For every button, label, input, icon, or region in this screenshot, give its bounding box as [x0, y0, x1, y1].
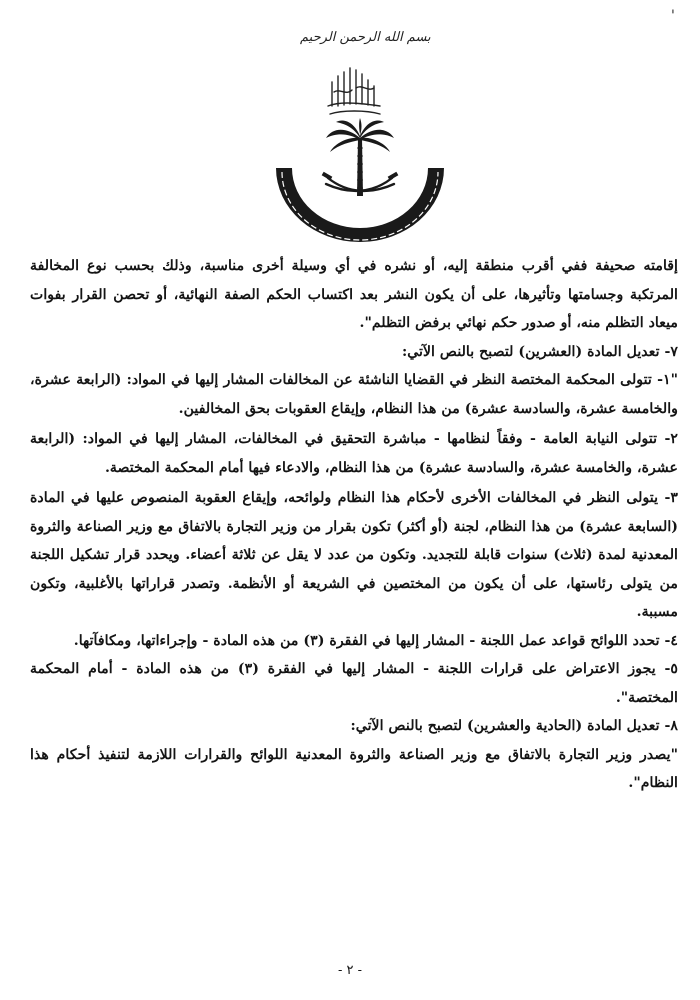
paragraph: ٤- تحدد اللوائح قواعد عمل اللجنة - المشار إليها في الفقرة (٣) من هذه المادة - وإجراءاتها، ومكافآتها. [73, 632, 678, 649]
page-number: - ٢ - [337, 963, 363, 978]
paragraph: ٣- يتولى النظر في المخالفات الأخرى لأحكام هذا النظام ولوائحه، وإيقاع العقوبة المنصوص عليها في المادة (السابعة عشرة) من هذا النظام، لجنة (أو أكثر) تكون بقرار من وزير التجارة بالاتفاق مع وزير الصناعة والثروة المعدنية لمدة (ثلاث) سنوات قابلة للتجديد. وتكون من عدد لا يقل عن ثلاثة أعضاء. ويحدد قرار تشكيل اللجنة من يتولى رئاستها، على أن يكون من المختصين في الشريعة أو الأنظمة. وتصدر قراراتها بالأغلبية، وتكون مسببة. [30, 490, 678, 620]
emblem-palm-swords-icon [268, 118, 452, 244]
paragraph: إقامته صحيفة ففي أقرب منطقة إليه، أو نشره في أي وسيلة أخرى مناسبة، وذلك بحسب نوع المخالفة المرتكبة وجسامتها وتأثيرها، على أن يكون النشر بعد اكتساب الحكم الصفة النهائية، أو تحصن القرار بفوات ميعاد التظلم منه، أو صدور حكم نهائي برفض التظلم". [30, 258, 678, 331]
paragraph: ٢- تتولى النيابة العامة - وفقاً لنظامها - مباشرة التحقيق في المخالفات، المشار إليها في المواد: (الرابعة عشرة، والخامسة عشرة، والسادسة عشرة) من هذا النظام، والادعاء فيها أمام المحكمة المختصة. [30, 431, 678, 476]
paragraph: "١- تتولى المحكمة المختصة النظر في القضايا الناشئة عن المخالفات المشار إليها في المواد: (الرابعة عشرة، والخامسة عشرة، والسادسة عشرة) من هذا النظام، وإيقاع العقوبات بحق المخالفين. [30, 372, 678, 417]
paragraph: "يصدر وزير التجارة بالاتفاق مع وزير الصناعة والثروة المعدنية اللوائح والقرارات اللازمة لتنفيذ أحكام هذا النظام". [30, 746, 678, 791]
basmala-calligraphy: بسم الله الرحمن الرحيم [300, 30, 431, 45]
article-heading: ٨- تعديل المادة (الحادية والعشرين) لتصبح بالنص الآتي: [350, 718, 678, 734]
document-body [30, 252, 678, 798]
article-heading: ٧- تعديل المادة (العشرين) لتصبح بالنص الآتي: [401, 343, 678, 360]
paragraph: ٥- يجوز الاعتراض على قرارات اللجنة - المشار إليها في الفقرة (٣) من هذه المادة - أمام المحكمة المختصة". [30, 661, 678, 706]
shahada-calligraphy [322, 62, 386, 118]
corner-mark: ' [671, 8, 675, 24]
